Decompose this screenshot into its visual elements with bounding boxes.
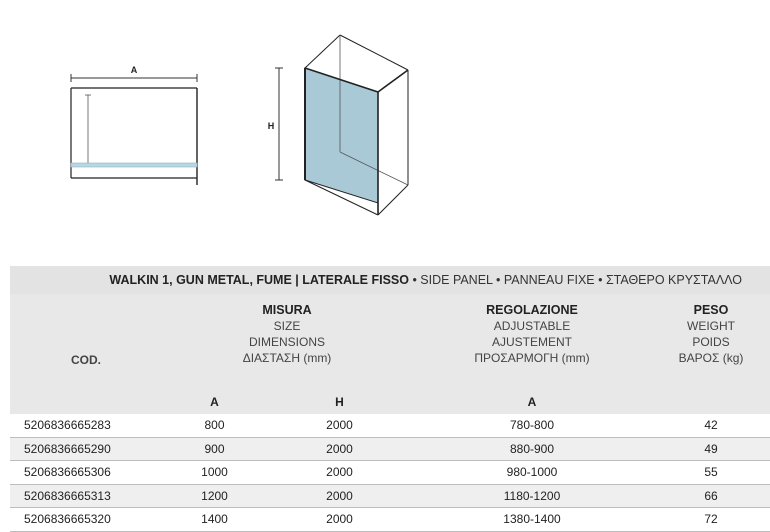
- cell-code: 5206836665290: [10, 437, 162, 461]
- header-misura-line: SIZE: [273, 319, 301, 333]
- header-misura: [162, 294, 412, 390]
- table-header-row: [10, 294, 770, 390]
- table-title-bold: WALKIN 1, GUN METAL, FUME | LATERALE FISSO: [109, 273, 409, 287]
- header-peso-line: WEIGHT: [687, 319, 735, 333]
- header-peso-line: POIDS: [692, 335, 730, 349]
- cell-a: 1400: [162, 508, 267, 532]
- header-peso: [652, 294, 770, 390]
- cell-h: 2000: [267, 437, 412, 461]
- table-row: [10, 437, 770, 461]
- subheader-empty: [652, 390, 770, 414]
- plan-dimension-label: A: [130, 65, 138, 75]
- cell-h: 2000: [267, 508, 412, 532]
- cell-h: 2000: [267, 484, 412, 508]
- cell-a: 1000: [162, 461, 267, 485]
- plan-view-drawing: [55, 55, 220, 195]
- elevation-dimension-label: H: [267, 121, 275, 131]
- subheader-a: A: [162, 390, 267, 414]
- cell-h: 2000: [267, 414, 412, 437]
- spec-table: [10, 266, 770, 532]
- cell-adjustable: 1380-1400: [412, 508, 652, 532]
- cell-adjustable: 1180-1200: [412, 484, 652, 508]
- header-misura-main: MISURA: [262, 303, 312, 317]
- cell-a: 800: [162, 414, 267, 437]
- cell-adjustable: 780-800: [412, 414, 652, 437]
- cell-weight: 49: [652, 437, 770, 461]
- header-regolazione-line: AJUSTEMENT: [491, 335, 572, 349]
- cell-code: 5206836665320: [10, 508, 162, 532]
- header-regolazione-line: ΠΡΟΣΑΡΜΟΓΗ (mm): [474, 351, 590, 365]
- subheader-adj-a: A: [412, 390, 652, 414]
- header-misura-line: ΔΙΑΣΤΑΣΗ (mm): [242, 351, 332, 365]
- header-regolazione: [412, 294, 652, 390]
- table-row: [10, 461, 770, 485]
- cell-a: 1200: [162, 484, 267, 508]
- table-row: [10, 414, 770, 437]
- header-regolazione-line: ADJUSTABLE: [493, 319, 571, 333]
- cell-code: 5206836665306: [10, 461, 162, 485]
- header-misura-line: DIMENSIONS: [248, 335, 325, 349]
- table-title-row: [10, 266, 770, 294]
- elevation-drawing: [258, 30, 428, 220]
- header-regolazione-main: REGOLAZIONE: [486, 303, 578, 317]
- header-code: COD.: [10, 294, 162, 414]
- cell-h: 2000: [267, 461, 412, 485]
- cell-adjustable: 980-1000: [412, 461, 652, 485]
- table-row: [10, 508, 770, 532]
- cell-code: 5206836665283: [10, 414, 162, 437]
- table-row: [10, 484, 770, 508]
- table-title-rest: • SIDE PANEL • PANNEAU FIXE • ΣΤΑΘΕΡΟ ΚΡΥΣΤΑΛΛΟ: [408, 273, 742, 287]
- cell-weight: 66: [652, 484, 770, 508]
- header-peso-main: PESO: [693, 303, 729, 317]
- cell-code: 5206836665313: [10, 484, 162, 508]
- subheader-h: H: [267, 390, 412, 414]
- table-title: [10, 266, 770, 294]
- cell-adjustable: 880-900: [412, 437, 652, 461]
- cell-a: 900: [162, 437, 267, 461]
- header-peso-line: ΒΑΡΟΣ (kg): [678, 351, 744, 365]
- cell-weight: 55: [652, 461, 770, 485]
- cell-weight: 42: [652, 414, 770, 437]
- cell-weight: 72: [652, 508, 770, 532]
